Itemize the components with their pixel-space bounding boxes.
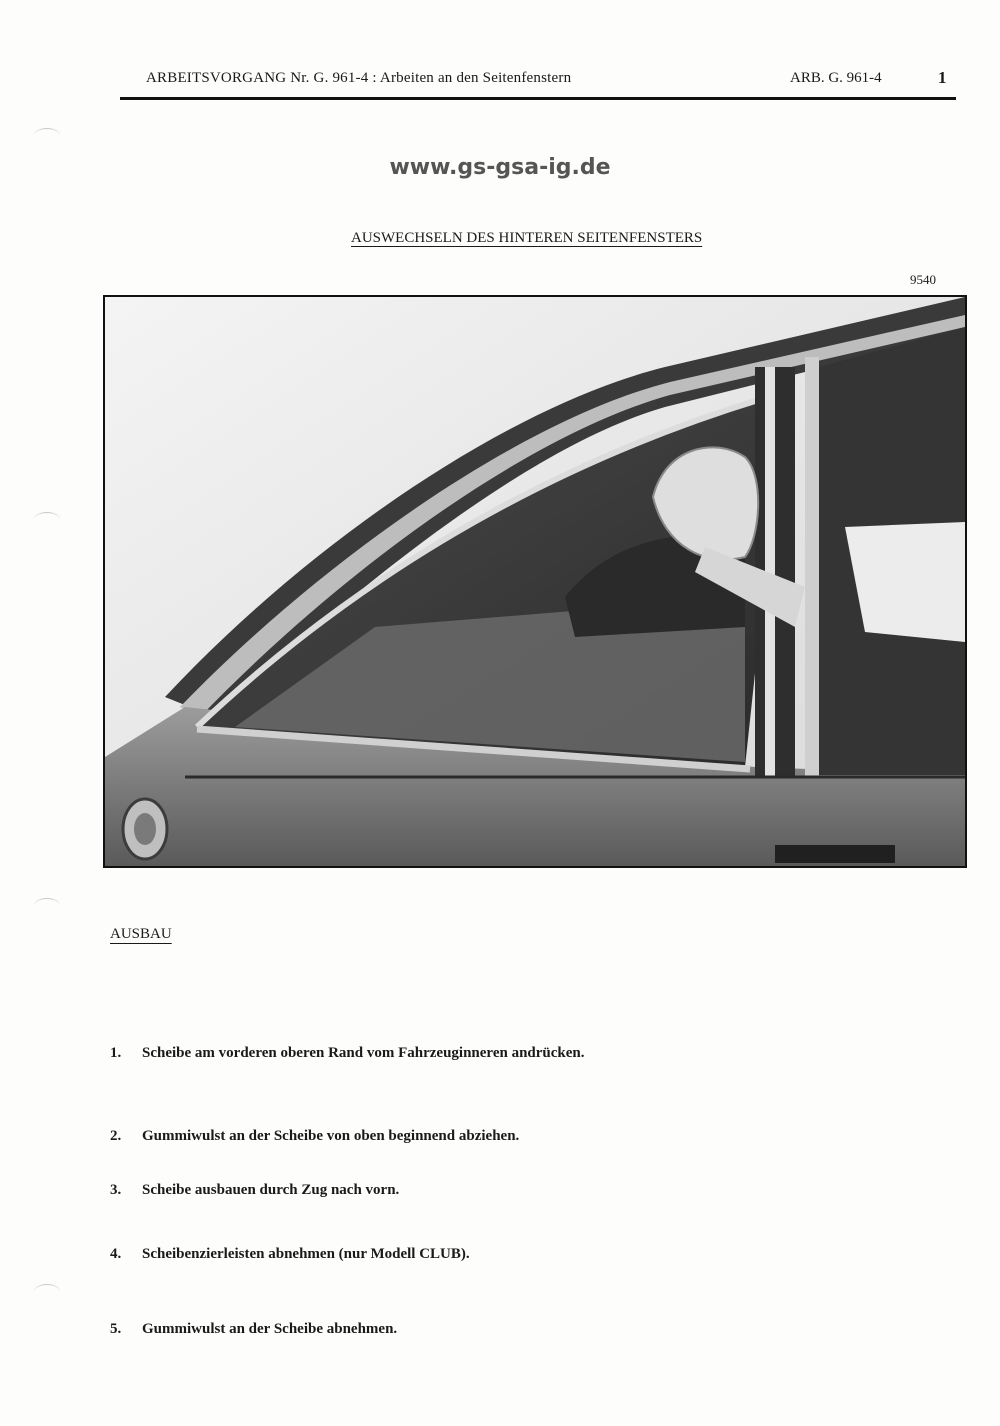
header-rule (120, 97, 956, 100)
step-number: 1. (110, 1045, 122, 1061)
step-item (110, 1182, 399, 1199)
step-number: 4. (110, 1246, 122, 1262)
step-number: 3. (110, 1182, 122, 1198)
photo-number: 9540 (910, 272, 936, 287)
step-item (110, 1045, 585, 1062)
car-window-photo (103, 295, 967, 868)
punch-hole-mark (34, 128, 60, 143)
step-text: Gummiwulst an der Scheibe abnehmen. (142, 1321, 398, 1337)
step-text: Scheibe am vorderen oberen Rand vom Fahrzeuginneren andrücken. (142, 1045, 585, 1061)
section-title: AUSWECHSELN DES HINTEREN SEITENFENSTERS (351, 230, 703, 246)
header-title: ARBEITSVORGANG Nr. G. 961-4 : Arbeiten an den Seitenfenstern (146, 70, 572, 86)
punch-hole-mark (34, 898, 60, 913)
step-text: Scheibe ausbauen durch Zug nach vorn. (142, 1182, 400, 1198)
step-text: Gummiwulst an der Scheibe von oben beginnend abziehen. (142, 1128, 520, 1144)
step-text: Scheibenzierleisten abnehmen (nur Modell CLUB). (142, 1246, 470, 1262)
step-number: 5. (110, 1321, 122, 1337)
header-reference: ARB. G. 961-4 (790, 70, 882, 86)
step-item (110, 1321, 397, 1338)
step-item (110, 1246, 470, 1263)
watermark-url: www.gs-gsa-ig.de (389, 155, 611, 180)
step-item (110, 1128, 519, 1145)
punch-hole-mark (34, 512, 60, 527)
punch-hole-mark (34, 1284, 60, 1299)
page-number: 1 (938, 68, 947, 87)
subheading-ausbau: AUSBAU (110, 926, 172, 942)
step-number: 2. (110, 1128, 122, 1144)
